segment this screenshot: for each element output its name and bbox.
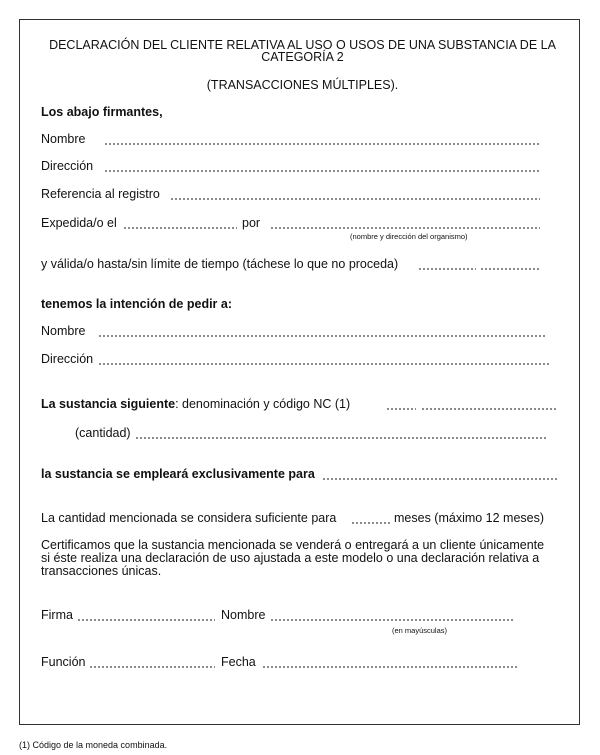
- nombre-field[interactable]: [104, 143, 540, 145]
- firma-field[interactable]: [77, 619, 215, 621]
- nombre-label: Nombre: [41, 132, 86, 146]
- referencia-registro-field[interactable]: [170, 198, 540, 200]
- certify-line3: transacciones únicas.: [41, 564, 162, 578]
- direccion2-label: Dirección: [41, 352, 94, 366]
- organismo-note: (nombre y dirección del organismo): [350, 232, 468, 241]
- certify-line1: Certificamos que la sustancia mencionada se venderá o entregará a un cliente únicamente: [41, 538, 545, 552]
- por-label: por: [242, 216, 261, 230]
- nombre2-label: Nombre: [41, 324, 86, 338]
- cantidad-field[interactable]: [135, 437, 547, 439]
- fecha-field[interactable]: [262, 666, 517, 668]
- substance-label: [41, 397, 350, 412]
- expedida-label: Expedida/o el: [41, 216, 117, 230]
- certify-line2: si éste realiza una declaración de uso ajustada a este modelo o una declaración relativa a: [41, 551, 540, 565]
- referencia-registro-label: Referencia al registro: [41, 187, 160, 201]
- sufficient-suffix: meses (máximo 12 meses): [394, 511, 545, 525]
- fecha-label: Fecha: [221, 655, 256, 669]
- form-subtitle: (TRANSACCIONES MÚLTIPLES).: [206, 78, 399, 92]
- form-title-line2: CATEGORÍA 2: [261, 50, 344, 64]
- nombre3-label: Nombre: [221, 608, 266, 622]
- nombre2-field[interactable]: [98, 335, 546, 337]
- exclusive-use-field[interactable]: [322, 478, 558, 480]
- funcion-label: Función: [41, 655, 86, 669]
- nombre3-field[interactable]: [270, 619, 513, 621]
- expedida-date-field[interactable]: [123, 227, 237, 229]
- footnote: (1) Código de la moneda combinada.: [19, 740, 168, 750]
- substance-label-rest: : denominación y código NC (1): [175, 397, 351, 411]
- validity-label: y válida/o hasta/sin límite de tiempo (táchese lo que no proceda): [41, 257, 399, 271]
- direccion-label: Dirección: [41, 159, 94, 173]
- validity-field-part1[interactable]: [418, 268, 476, 270]
- substance-nc-code-field[interactable]: [421, 408, 556, 410]
- validity-field-part2[interactable]: [480, 268, 540, 270]
- organismo-field[interactable]: [270, 227, 540, 229]
- substance-name-field[interactable]: [386, 408, 416, 410]
- sufficient-label: La cantidad mencionada se considera suficiente para: [41, 511, 337, 525]
- funcion-field[interactable]: [89, 666, 215, 668]
- exclusive-use-label: la sustancia se empleará exclusivamente para: [41, 467, 315, 481]
- direccion2-field[interactable]: [98, 363, 549, 365]
- form-title-line1: DECLARACIÓN DEL CLIENTE RELATIVA AL USO O USOS DE UNA SUBSTANCIA DE LA: [49, 38, 556, 52]
- substance-label-bold: La sustancia siguiente: [41, 397, 176, 411]
- direccion-field[interactable]: [104, 170, 540, 172]
- cantidad-label: (cantidad): [75, 426, 131, 440]
- intent-heading: tenemos la intención de pedir a:: [41, 297, 233, 311]
- months-field[interactable]: [351, 522, 391, 524]
- firma-label: Firma: [41, 608, 73, 622]
- signatories-heading: Los abajo firmantes,: [41, 105, 163, 119]
- mayusculas-note: (en mayúsculas): [392, 626, 448, 635]
